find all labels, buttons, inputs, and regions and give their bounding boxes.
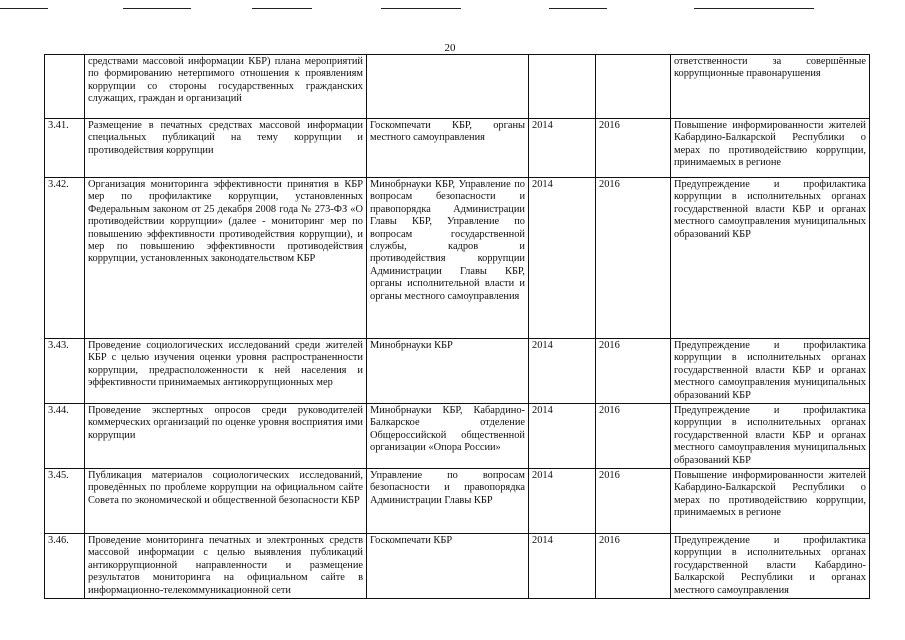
executors-cell: Госкомпечати КБР (367, 534, 529, 599)
start-year-cell: 2014 (529, 178, 596, 339)
table-row (45, 404, 870, 469)
measure-cell: средствами массовой информации КБР) плана мероприятий по формированию нетерпимого отношения к проявлениям коррупции со стороны государственных гражданских служащих, граждан и организаций (85, 55, 367, 119)
end-year-cell (596, 55, 671, 119)
row-number: 3.45. (45, 469, 85, 534)
measure-cell: Проведение социологических исследований среди жителей КБР с целью изучения оценки уровня распространенности коррупции, предрасположенности к ней населения и эффективности принимаемых антикоррупционных мер (85, 339, 367, 404)
top-rule-6 (694, 8, 814, 9)
top-rule-3 (252, 8, 312, 9)
table-row (45, 534, 870, 599)
page-number: 20 (444, 42, 456, 54)
top-rule-1 (0, 8, 48, 9)
result-cell: Предупреждение и профилактика коррупции в исполнительных органах государственной власти КБР и органах местного самоуправления муниципальных образований КБР (671, 404, 870, 469)
end-year-cell: 2016 (596, 178, 671, 339)
measure-cell: Публикация материалов социологических исследований, проведённых по проблеме коррупции на официальном сайте Совета по экономической и общественной безопасности КБР (85, 469, 367, 534)
result-cell: Повышение информированности жителей Кабардино-Балкарской Республики о мерах по противодействию коррупции, принимаемых в регионе (671, 469, 870, 534)
executors-cell: Минобрнауки КБР, Управление по вопросам безопасности и правопорядка Администрации Главы КБР, Управление по вопросам государственной службы, кадров и противодействия коррупции Администрации Главы КБР, органы исполнительной власти и органы местного самоуправления (367, 178, 529, 339)
end-year-cell: 2016 (596, 404, 671, 469)
result-cell: Повышение информированности жителей Кабардино-Балкарской Республики о мерах по противодействию коррупции, принимаемых в регионе (671, 119, 870, 178)
executors-cell: Минобрнауки КБР, Кабардино-Балкарское отделение Общероссийской общественной организации «Опора России» (367, 404, 529, 469)
end-year-cell: 2016 (596, 339, 671, 404)
row-number: 3.44. (45, 404, 85, 469)
executors-cell (367, 55, 529, 119)
executors-cell: Минобрнауки КБР (367, 339, 529, 404)
start-year-cell: 2014 (529, 469, 596, 534)
top-rule-5 (549, 8, 607, 9)
measures-table (44, 54, 870, 599)
result-cell: Предупреждение и профилактика коррупции в исполнительных органах государственной власти КБР и органах местного самоуправления муниципальных образований КБР (671, 178, 870, 339)
table-row (45, 469, 870, 534)
table-row (45, 178, 870, 339)
table-row (45, 119, 870, 178)
executors-cell: Госкомпечати КБР, органы местного самоуправления (367, 119, 529, 178)
result-cell: Предупреждение и профилактика коррупции в исполнительных органах государственной власти Кабардино-Балкарской Республики и органах местного самоуправления (671, 534, 870, 599)
start-year-cell: 2014 (529, 339, 596, 404)
row-number: 3.46. (45, 534, 85, 599)
end-year-cell: 2016 (596, 534, 671, 599)
row-number: 3.42. (45, 178, 85, 339)
result-cell: ответственности за совершённые коррупционные правонарушения (671, 55, 870, 119)
top-rule-4 (381, 8, 461, 9)
executors-cell: Управление по вопросам безопасности и правопорядка Администрации Главы КБР (367, 469, 529, 534)
row-number: 3.43. (45, 339, 85, 404)
start-year-cell (529, 55, 596, 119)
start-year-cell: 2014 (529, 534, 596, 599)
measure-cell: Проведение мониторинга печатных и электронных средств массовой информации с целью выявления публикаций антикоррупционной направленности и размещение результатов мониторинга на официальном сайте в информационно-телекоммуникационной сети (85, 534, 367, 599)
end-year-cell: 2016 (596, 119, 671, 178)
row-number: 3.41. (45, 119, 85, 178)
measure-cell: Проведение экспертных опросов среди руководителей коммерческих организаций по оценке уровня восприятия ими коррупции (85, 404, 367, 469)
result-cell: Предупреждение и профилактика коррупции в исполнительных органах государственной власти КБР и органах местного самоуправления муниципальных образований КБР (671, 339, 870, 404)
top-rule-2 (123, 8, 191, 9)
end-year-cell: 2016 (596, 469, 671, 534)
start-year-cell: 2014 (529, 404, 596, 469)
start-year-cell: 2014 (529, 119, 596, 178)
measure-cell: Организация мониторинга эффективности принятия в КБР мер по профилактике коррупции, установленных Федеральным законом от 25 декабря 2008 года № 273-ФЗ «О противодействии коррупции» (далее - мониторинг мер по повышению эффективности противодействия коррупции), и мер по повышению эффективности противодействия коррупции, установленных законодательством КБР (85, 178, 367, 339)
measure-cell: Размещение в печатных средствах массовой информации специальных публикаций на тему коррупции и противодействия коррупции (85, 119, 367, 178)
row-number (45, 55, 85, 119)
table-row (45, 339, 870, 404)
table-row (45, 55, 870, 119)
